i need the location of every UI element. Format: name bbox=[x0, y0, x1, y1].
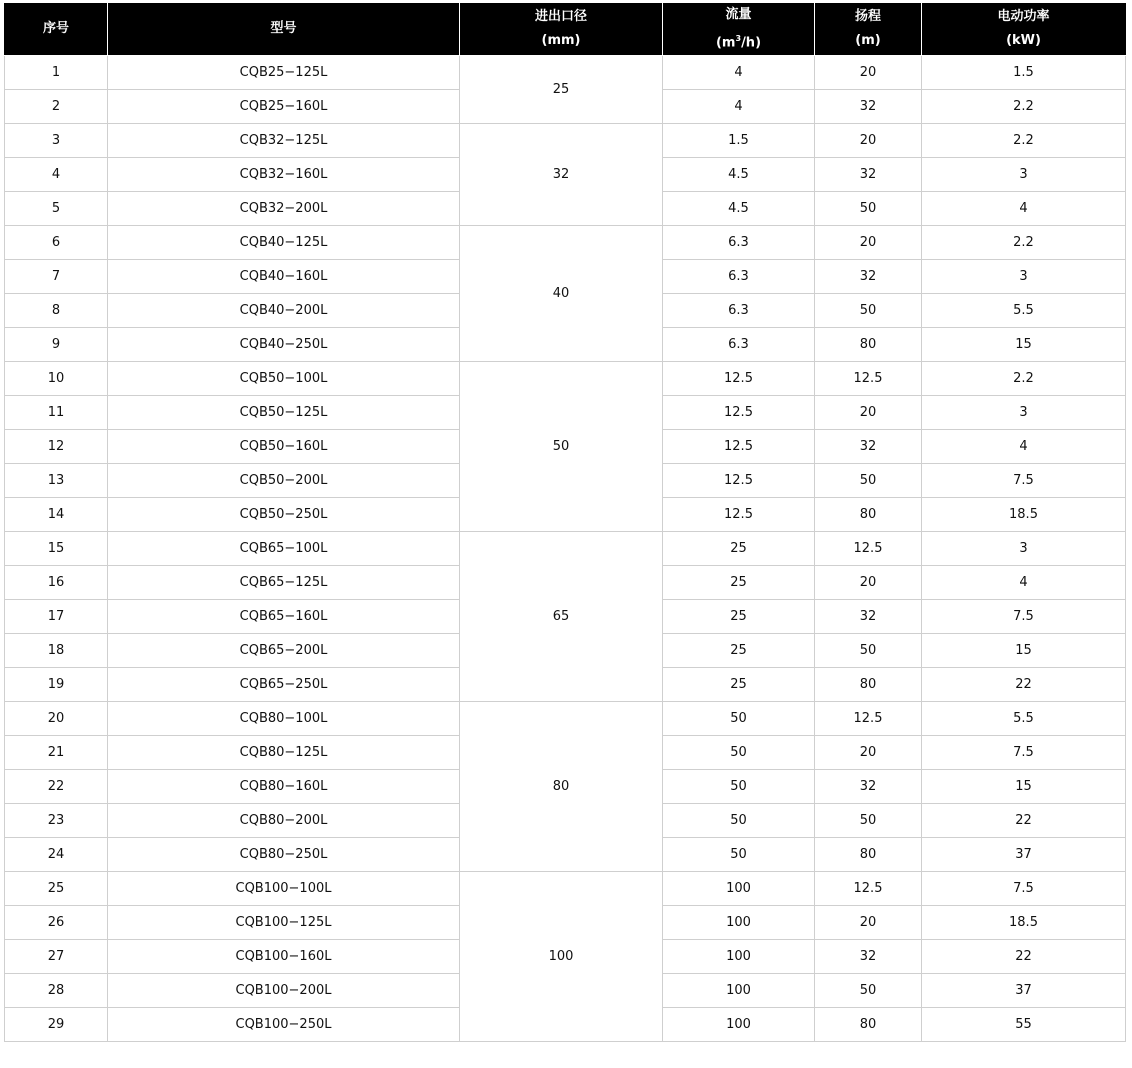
cell-seq: 4 bbox=[5, 158, 108, 192]
header-row bbox=[5, 3, 1126, 56]
cell-flow: 50 bbox=[663, 702, 815, 736]
cell-seq: 8 bbox=[5, 294, 108, 328]
cell-head: 32 bbox=[815, 158, 922, 192]
cell-head: 32 bbox=[815, 260, 922, 294]
cell-seq: 16 bbox=[5, 566, 108, 600]
header-flow: 流量 $(m^3/h)$ bbox=[663, 3, 815, 56]
cell-model: CQB65−250L bbox=[108, 668, 460, 702]
cell-model: CQB100−125L bbox=[108, 906, 460, 940]
cell-seq: 12 bbox=[5, 430, 108, 464]
cell-model: CQB100−200L bbox=[108, 974, 460, 1008]
cell-head: 12.5 bbox=[815, 362, 922, 396]
cell-head: 20 bbox=[815, 566, 922, 600]
cell-power: 7.5 bbox=[922, 872, 1126, 906]
cell-flow: 25 bbox=[663, 532, 815, 566]
cell-flow: 4 bbox=[663, 90, 815, 124]
cell-head: 50 bbox=[815, 804, 922, 838]
cell-seq: 13 bbox=[5, 464, 108, 498]
cell-seq: 6 bbox=[5, 226, 108, 260]
cell-head: 12.5 bbox=[815, 532, 922, 566]
cell-head: 32 bbox=[815, 770, 922, 804]
cell-model: CQB65−160L bbox=[108, 600, 460, 634]
header-seq: 序号 bbox=[5, 3, 108, 56]
cell-head: 12.5 bbox=[815, 702, 922, 736]
cell-power: 22 bbox=[922, 668, 1126, 702]
cell-model: CQB40−125L bbox=[108, 226, 460, 260]
cell-power: 7.5 bbox=[922, 600, 1126, 634]
cell-flow: 4.5 bbox=[663, 192, 815, 226]
cell-power: 22 bbox=[922, 804, 1126, 838]
cell-flow: 100 bbox=[663, 974, 815, 1008]
cell-model: CQB100−250L bbox=[108, 1008, 460, 1042]
cell-head: 50 bbox=[815, 974, 922, 1008]
header-model: 型号 bbox=[108, 3, 460, 56]
cell-seq: 24 bbox=[5, 838, 108, 872]
cell-head: 32 bbox=[815, 940, 922, 974]
table-header bbox=[5, 3, 1126, 56]
cell-power: 4 bbox=[922, 566, 1126, 600]
cell-power: 15 bbox=[922, 634, 1126, 668]
cell-power: 2.2 bbox=[922, 124, 1126, 158]
cell-seq: 20 bbox=[5, 702, 108, 736]
cell-model: CQB65−100L bbox=[108, 532, 460, 566]
cell-power: 7.5 bbox=[922, 736, 1126, 770]
cell-model: CQB25−160L bbox=[108, 90, 460, 124]
cell-head: 80 bbox=[815, 1008, 922, 1042]
cell-model: CQB80−160L bbox=[108, 770, 460, 804]
cell-flow: 25 bbox=[663, 634, 815, 668]
cell-seq: 19 bbox=[5, 668, 108, 702]
cell-power: 2.2 bbox=[922, 90, 1126, 124]
cell-head: 32 bbox=[815, 90, 922, 124]
cell-power: 55 bbox=[922, 1008, 1126, 1042]
cell-model: CQB80−250L bbox=[108, 838, 460, 872]
cell-model: CQB50−200L bbox=[108, 464, 460, 498]
cell-model: CQB80−100L bbox=[108, 702, 460, 736]
cell-seq: 27 bbox=[5, 940, 108, 974]
cell-model: CQB40−160L bbox=[108, 260, 460, 294]
cell-flow: 50 bbox=[663, 838, 815, 872]
cell-model: CQB65−125L bbox=[108, 566, 460, 600]
cell-flow: 100 bbox=[663, 940, 815, 974]
cell-flow: 6.3 bbox=[663, 328, 815, 362]
cell-power: 7.5 bbox=[922, 464, 1126, 498]
cell-model: CQB50−125L bbox=[108, 396, 460, 430]
cell-seq: 28 bbox=[5, 974, 108, 1008]
cell-seq: 26 bbox=[5, 906, 108, 940]
table-row bbox=[5, 872, 1126, 906]
cell-flow: 12.5 bbox=[663, 396, 815, 430]
cell-model: CQB25−125L bbox=[108, 56, 460, 90]
cell-diameter: 25 bbox=[460, 56, 663, 124]
cell-seq: 14 bbox=[5, 498, 108, 532]
table-row bbox=[5, 362, 1126, 396]
cell-flow: 25 bbox=[663, 600, 815, 634]
cell-power: 2.2 bbox=[922, 226, 1126, 260]
cell-head: 20 bbox=[815, 226, 922, 260]
cell-seq: 9 bbox=[5, 328, 108, 362]
cell-seq: 15 bbox=[5, 532, 108, 566]
cell-seq: 21 bbox=[5, 736, 108, 770]
header-diameter: 进出口径 (mm) bbox=[460, 3, 663, 56]
cell-flow: 4 bbox=[663, 56, 815, 90]
cell-seq: 1 bbox=[5, 56, 108, 90]
cell-model: CQB40−250L bbox=[108, 328, 460, 362]
cell-flow: 4.5 bbox=[663, 158, 815, 192]
cell-head: 50 bbox=[815, 192, 922, 226]
cell-power: 22 bbox=[922, 940, 1126, 974]
cell-head: 80 bbox=[815, 668, 922, 702]
cell-seq: 11 bbox=[5, 396, 108, 430]
cell-head: 20 bbox=[815, 56, 922, 90]
cell-model: CQB32−200L bbox=[108, 192, 460, 226]
cell-power: 2.2 bbox=[922, 362, 1126, 396]
cell-power: 15 bbox=[922, 328, 1126, 362]
cell-diameter: 80 bbox=[460, 702, 663, 872]
cell-seq: 3 bbox=[5, 124, 108, 158]
cell-power: 3 bbox=[922, 260, 1126, 294]
cell-seq: 17 bbox=[5, 600, 108, 634]
cell-power: 1.5 bbox=[922, 56, 1126, 90]
cell-flow: 12.5 bbox=[663, 362, 815, 396]
cell-power: 4 bbox=[922, 430, 1126, 464]
cell-head: 80 bbox=[815, 838, 922, 872]
header-head: 扬程 (m) bbox=[815, 3, 922, 56]
cell-head: 32 bbox=[815, 430, 922, 464]
cell-flow: 50 bbox=[663, 804, 815, 838]
table-row bbox=[5, 532, 1126, 566]
cell-head: 32 bbox=[815, 600, 922, 634]
cell-power: 5.5 bbox=[922, 702, 1126, 736]
cell-head: 80 bbox=[815, 498, 922, 532]
cell-head: 50 bbox=[815, 294, 922, 328]
cell-head: 20 bbox=[815, 906, 922, 940]
cell-model: CQB65−200L bbox=[108, 634, 460, 668]
cell-flow: 12.5 bbox=[663, 464, 815, 498]
cell-flow: 100 bbox=[663, 1008, 815, 1042]
cell-seq: 22 bbox=[5, 770, 108, 804]
cell-diameter: 50 bbox=[460, 362, 663, 532]
cell-flow: 25 bbox=[663, 668, 815, 702]
cell-flow: 100 bbox=[663, 872, 815, 906]
cell-diameter: 40 bbox=[460, 226, 663, 362]
cell-power: 4 bbox=[922, 192, 1126, 226]
cell-seq: 5 bbox=[5, 192, 108, 226]
table-body bbox=[5, 56, 1126, 1042]
table-row bbox=[5, 702, 1126, 736]
cell-power: 3 bbox=[922, 532, 1126, 566]
cell-head: 20 bbox=[815, 124, 922, 158]
cell-power: 15 bbox=[922, 770, 1126, 804]
cell-model: CQB100−160L bbox=[108, 940, 460, 974]
cell-power: 5.5 bbox=[922, 294, 1126, 328]
cell-power: 37 bbox=[922, 974, 1126, 1008]
cell-head: 80 bbox=[815, 328, 922, 362]
pump-spec-table bbox=[4, 3, 1126, 1042]
cell-flow: 50 bbox=[663, 736, 815, 770]
cell-flow: 1.5 bbox=[663, 124, 815, 158]
cell-seq: 23 bbox=[5, 804, 108, 838]
cell-model: CQB50−100L bbox=[108, 362, 460, 396]
cell-flow: 6.3 bbox=[663, 294, 815, 328]
cell-diameter: 32 bbox=[460, 124, 663, 226]
cell-flow: 100 bbox=[663, 906, 815, 940]
cell-power: 18.5 bbox=[922, 498, 1126, 532]
cell-flow: 6.3 bbox=[663, 260, 815, 294]
cell-flow: 50 bbox=[663, 770, 815, 804]
cell-head: 20 bbox=[815, 396, 922, 430]
cell-head: 12.5 bbox=[815, 872, 922, 906]
cell-diameter: 100 bbox=[460, 872, 663, 1042]
cell-seq: 29 bbox=[5, 1008, 108, 1042]
cell-model: CQB80−200L bbox=[108, 804, 460, 838]
cell-head: 50 bbox=[815, 634, 922, 668]
cell-power: 37 bbox=[922, 838, 1126, 872]
cell-model: CQB32−160L bbox=[108, 158, 460, 192]
cell-head: 20 bbox=[815, 736, 922, 770]
cell-flow: 6.3 bbox=[663, 226, 815, 260]
cell-head: 50 bbox=[815, 464, 922, 498]
cell-seq: 2 bbox=[5, 90, 108, 124]
cell-seq: 7 bbox=[5, 260, 108, 294]
table-row bbox=[5, 56, 1126, 90]
cell-model: CQB32−125L bbox=[108, 124, 460, 158]
cell-power: 3 bbox=[922, 158, 1126, 192]
cell-power: 3 bbox=[922, 396, 1126, 430]
cell-seq: 18 bbox=[5, 634, 108, 668]
cell-flow: 25 bbox=[663, 566, 815, 600]
cell-flow: 12.5 bbox=[663, 498, 815, 532]
header-power: 电动功率 (kW) bbox=[922, 3, 1126, 56]
cell-model: CQB50−250L bbox=[108, 498, 460, 532]
cell-seq: 10 bbox=[5, 362, 108, 396]
cell-power: 18.5 bbox=[922, 906, 1126, 940]
table-row bbox=[5, 124, 1126, 158]
cell-model: CQB40−200L bbox=[108, 294, 460, 328]
cell-model: CQB80−125L bbox=[108, 736, 460, 770]
cell-diameter: 65 bbox=[460, 532, 663, 702]
cell-flow: 12.5 bbox=[663, 430, 815, 464]
cell-seq: 25 bbox=[5, 872, 108, 906]
cell-model: CQB100−100L bbox=[108, 872, 460, 906]
table-row bbox=[5, 226, 1126, 260]
cell-model: CQB50−160L bbox=[108, 430, 460, 464]
